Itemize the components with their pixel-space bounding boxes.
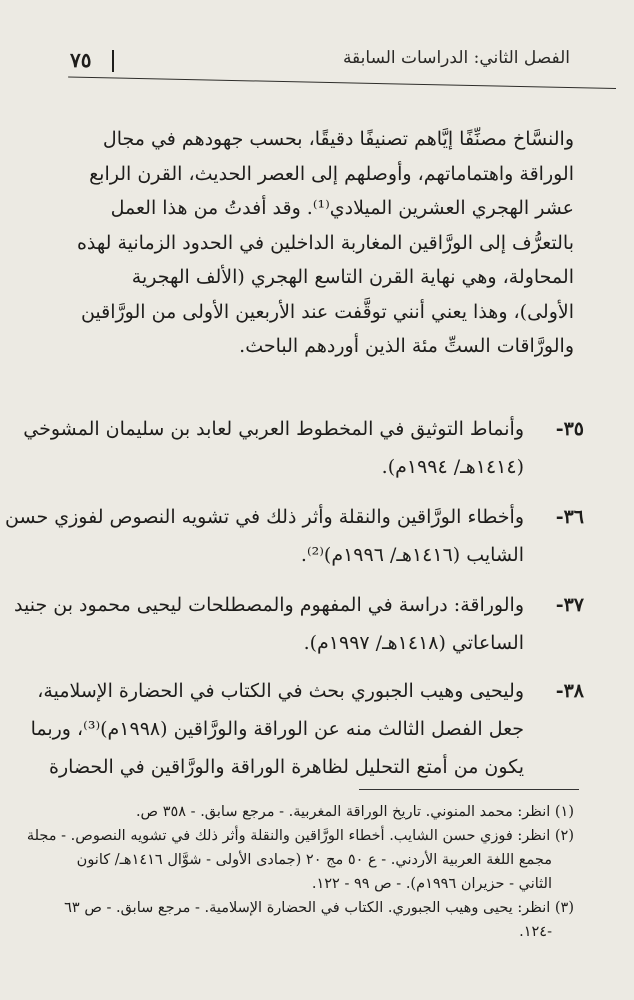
- list-entry-36: [5, 498, 584, 574]
- body-paragraph: [60, 122, 574, 364]
- entry-line: والوراقة: دراسة في المفهوم والمصطلحات ليحيى محمود بن جنيد: [14, 594, 524, 616]
- entry-number: -٣٨: [555, 680, 584, 702]
- entry-line: الساعاتي (١٤١٨هـ/ ١٩٩٧م).: [303, 632, 524, 654]
- entry-number: -٣٦: [555, 506, 584, 528]
- entry-number: -٣٧: [555, 594, 584, 616]
- entry-number: -٣٥: [555, 418, 584, 440]
- footnote-3-line: -١٢٤.: [519, 924, 552, 940]
- footnote-1: (١) انظر: محمد المنوني. تاريخ الوراقة المغربية. - مرجع سابق. - ٣٥٨ ص.: [135, 804, 574, 820]
- chapter-title: الفصل الثاني: الدراسات السابقة: [342, 48, 570, 68]
- header-rule: [68, 77, 616, 89]
- paragraph-line: بالتعرُّف إلى الورَّاقين المغاربة الداخلين في الحدود الزمانية لهذه: [76, 231, 574, 254]
- paragraph-line: عشر الهجري العشرين الميلادي⁽¹⁾. وقد أفدتُ من هذا العمل: [110, 197, 574, 219]
- paragraph-line: والنسَّاخ مصنِّفًا إيَّاهم تصنيفًا دقيقًا، بحسب جهودهم في مجال: [102, 128, 574, 150]
- paragraph-line: الوراقة واهتماماتهم، وأوصلهم إلى العصر الحديث، القرن الرابع: [89, 162, 574, 185]
- footnote-2: (٢) انظر: فوزي حسن الشايب. أخطاء الورَّاقين والنقلة وأثر ذلك في تشويه النصوص. - مجلة: [26, 828, 574, 844]
- footnote-2-line: مجمع اللغة العربية الأردني. - ع ٥٠ مج ٢٠ (جمادى الأولى - شوَّال ١٤١٦هـ/ كانون: [76, 852, 552, 868]
- paragraph-line: والورَّاقات الستِّ مئة الذين أوردهم الباحث.: [239, 335, 574, 357]
- list-entry-35: [23, 410, 584, 486]
- footnotes: [26, 800, 574, 944]
- entry-line: الشايب (١٤١٦هـ/ ١٩٩٦م)⁽²⁾.: [300, 544, 524, 566]
- paragraph-line: المحاولة، وهي نهاية القرن التاسع الهجري (الألف الهجرية: [131, 266, 574, 288]
- header-separator: [112, 50, 114, 72]
- paragraph-line: الأولى)، وهذا يعني أنني توقَّفت عند الأربعين الأولى من الورَّاقين: [80, 300, 574, 323]
- entry-line: وليحيى وهيب الجبوري بحث في الكتاب في الحضارة الإسلامية،: [37, 680, 524, 702]
- entry-line: جعل الفصل الثالث منه عن الوراقة والورَّاقين (١٩٩٨م)⁽³⁾، وربما: [30, 718, 524, 740]
- running-header: [70, 48, 570, 74]
- entry-line: وأنماط التوثيق في المخطوط العربي لعابد بن سليمان المشوخي: [23, 418, 524, 440]
- entry-line: يكون من أمتع التحليل لظاهرة الوراقة والورَّاقين في الحضارة: [49, 756, 524, 778]
- footnote-3: (٣) انظر: يحيى وهيب الجبوري. الكتاب في الحضارة الإسلامية. - مرجع سابق. - ص ٦٣: [64, 900, 574, 916]
- entry-line: وأخطاء الورَّاقين والنقلة وأثر ذلك في تشويه النصوص لفوزي حسن: [5, 506, 524, 528]
- list-entry-38: [30, 672, 584, 786]
- footnote-separator: [359, 789, 579, 790]
- entry-line: (١٤١٤هـ/ ١٩٩٤م).: [381, 456, 524, 478]
- footnote-2-line: الثاني - حزيران ١٩٩٦م). - ص ٩٩ - ١٢٢.: [311, 876, 552, 892]
- page-number: ٧٥: [70, 48, 92, 72]
- list-entry-37: [14, 586, 584, 662]
